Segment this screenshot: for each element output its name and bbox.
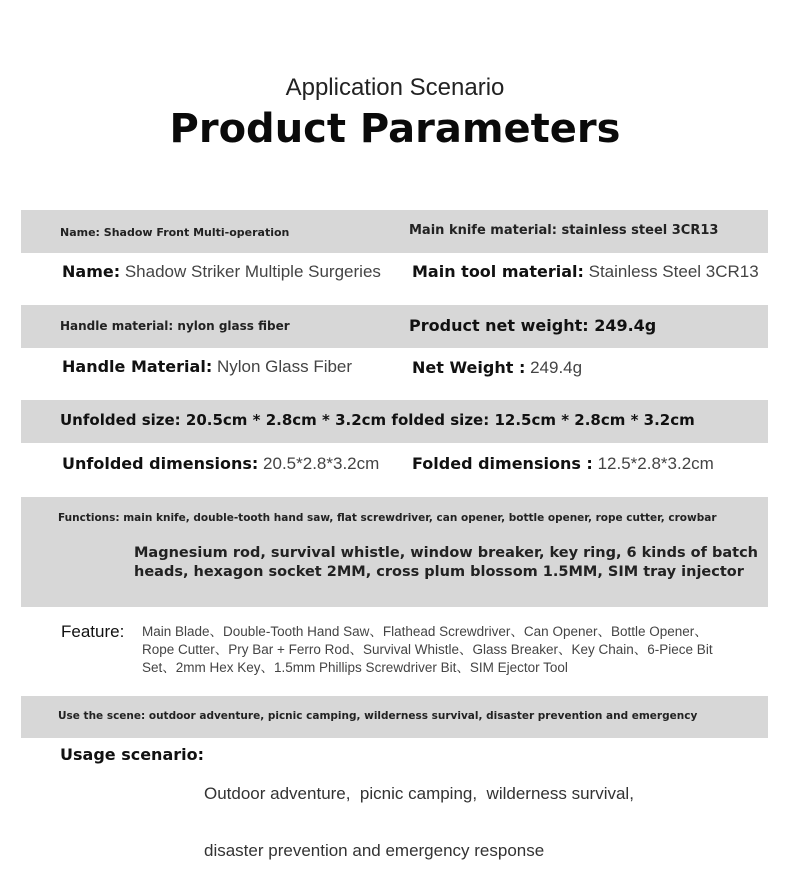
folded-dimensions-label: Folded dimensions :	[412, 454, 593, 473]
unfolded-dimensions-row	[62, 454, 379, 474]
usage-values	[204, 746, 634, 879]
feature-list	[142, 623, 713, 677]
page-subtitle: Application Scenario	[285, 74, 505, 101]
handle-material-label: Handle Material:	[62, 357, 213, 376]
folded-dimensions-row	[412, 454, 714, 474]
usage-band-text: Use the scene: outdoor adventure, picnic camping, wilderness survival, disaster prevention and emergency	[58, 710, 698, 722]
usage-band	[21, 696, 768, 738]
unfolded-dimensions-value: 20.5*2.8*3.2cm	[263, 454, 380, 473]
name-label: Name:	[62, 262, 121, 281]
main-tool-material-label: Main tool material:	[412, 262, 584, 281]
usage-line-1: Outdoor adventure, picnic camping, wilderness survival,	[204, 784, 634, 803]
feature-line-1: Main Blade、Double-Tooth Hand Saw、Flathead Screwdriver、Can Opener、Bottle Opener、	[142, 624, 708, 639]
parameter-band-2	[21, 305, 768, 348]
feature-label-wrap	[61, 622, 124, 642]
name-value: Shadow Striker Multiple Surgeries	[124, 262, 381, 281]
band-2-left-text: Handle material: nylon glass fiber	[60, 319, 290, 333]
handle-material-value: Nylon Glass Fiber	[216, 357, 353, 376]
handle-material-row	[62, 357, 352, 377]
band-1-left-text: Name: Shadow Front Multi-operation	[60, 226, 290, 239]
name-row	[62, 262, 381, 282]
feature-label: Feature:	[61, 622, 125, 641]
main-tool-material-value: Stainless Steel 3CR13	[588, 262, 759, 281]
functions-line-1: Functions: main knife, double-tooth hand saw, flat screwdriver, can opener, bottle opener, rope cutter, crowbar	[58, 512, 717, 524]
band-1-right-text: Main knife material: stainless steel 3CR13	[409, 223, 719, 238]
functions-line-3: heads, hexagon socket 2MM, cross plum blossom 1.5MM, SIM tray injector	[134, 564, 744, 580]
parameter-band-3	[21, 400, 768, 443]
usage-line-2: disaster prevention and emergency response	[204, 841, 545, 860]
main-tool-material-row	[412, 262, 759, 282]
page-title: Product Parameters	[169, 106, 621, 152]
functions-band	[21, 497, 768, 607]
net-weight-row	[412, 358, 582, 378]
net-weight-value: 249.4g	[530, 358, 583, 377]
feature-line-3: Set、2mm Hex Key、1.5mm Phillips Screwdriver Bit、SIM Ejector Tool	[142, 660, 568, 675]
band-3-text: Unfolded size: 20.5cm * 2.8cm * 3.2cm folded size: 12.5cm * 2.8cm * 3.2cm	[60, 411, 695, 429]
folded-dimensions-value: 12.5*2.8*3.2cm	[597, 454, 714, 473]
net-weight-label: Net Weight :	[412, 358, 526, 377]
feature-line-2: Rope Cutter、Pry Bar + Ferro Rod、Survival Whistle、Glass Breaker、Key Chain、6-Piece Bit	[142, 642, 713, 657]
parameter-band-1	[21, 210, 768, 253]
band-2-right-text: Product net weight: 249.4g	[409, 316, 657, 335]
usage-label: Usage scenario:	[60, 745, 204, 764]
usage-label-wrap	[60, 745, 204, 765]
functions-line-2: Magnesium rod, survival whistle, window breaker, key ring, 6 kinds of batch	[134, 545, 758, 561]
unfolded-dimensions-label: Unfolded dimensions:	[62, 454, 259, 473]
